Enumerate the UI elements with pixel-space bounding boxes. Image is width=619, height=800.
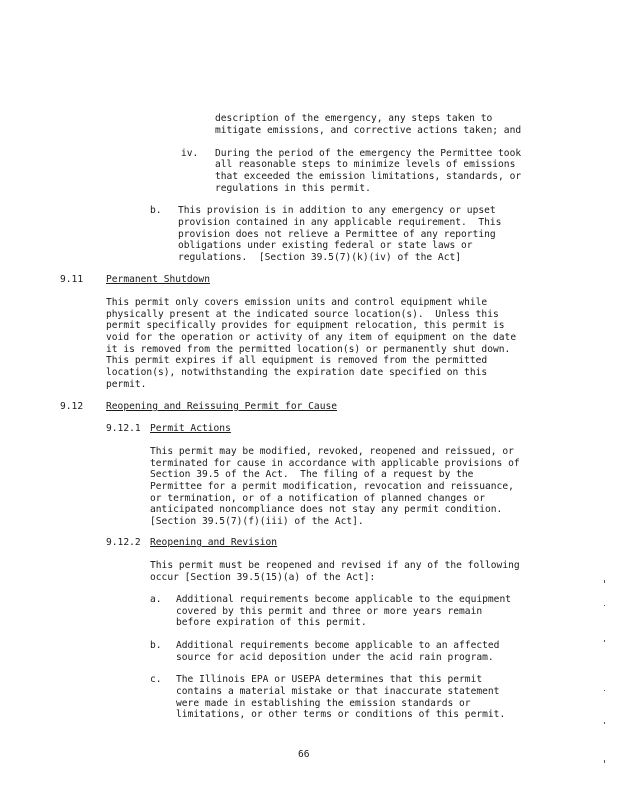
page-number: 66 (298, 749, 310, 760)
paragraph-line: Section 39.5 of the Act. The filing of a request by the (150, 469, 474, 480)
item-number: iv. (181, 148, 199, 159)
paragraph-line: anticipated noncompliance does not stay any permit condition. (150, 504, 503, 515)
paragraph-line: This permit may be modified, revoked, reopened and reissued, or (150, 446, 514, 457)
paragraph-line: This permit only covers emission units and control equipment while (106, 297, 488, 308)
paragraph-line: terminated for cause in accordance with applicable provisions of (150, 458, 520, 469)
paragraph-line: This permit must be reopened and revised if any of the following (150, 560, 520, 571)
item-number: b. (150, 205, 162, 216)
scan-edge-mark (604, 690, 605, 691)
section-number: 9.12.1 (106, 423, 141, 434)
scan-edge-mark (604, 640, 605, 642)
paragraph-line: all reasonable steps to minimize levels of emissions (215, 159, 516, 170)
paragraph-line: limitations, or other terms or conditions of this permit. (176, 709, 506, 720)
paragraph-line: provision contained in any applicable requirement. This (178, 217, 502, 228)
paragraph-line: During the period of the emergency the Permittee took (215, 148, 522, 159)
paragraph-line: description of the emergency, any steps taken to (215, 113, 493, 124)
paragraph-line: This permit expires if all equipment is removed from the permitted (106, 355, 488, 366)
paragraph-line: or termination, or of a notification of planned changes or (150, 493, 486, 504)
paragraph-line: permit specifically provides for equipment relocation, this permit is (106, 320, 505, 331)
paragraph-line: before expiration of this permit. (176, 617, 367, 628)
paragraph-line: void for the operation or activity of any item of equipment on the date (106, 332, 517, 343)
paragraph-line: mitigate emissions, and corrective actions taken; and (215, 125, 522, 136)
section-heading: Reopening and Reissuing Permit for Cause (106, 401, 338, 412)
section-number: 9.12 (60, 401, 84, 412)
item-number: c. (150, 674, 162, 685)
paragraph-line: source for acid deposition under the acid rain program. (176, 652, 494, 663)
paragraph-line: provision does not relieve a Permittee of any reporting (178, 229, 496, 240)
paragraph-line: obligations under existing federal or state laws or (178, 240, 473, 251)
paragraph-line: that exceeded the emission limitations, standards, or (215, 171, 522, 182)
section-heading: Permanent Shutdown (106, 274, 210, 285)
section-number: 9.11 (60, 274, 84, 285)
paragraph-line: regulations in this permit. (215, 183, 371, 194)
paragraph-line: were made in establishing the emission standards or (176, 698, 471, 709)
paragraph-line: regulations. [Section 39.5(7)(k)(iv) of the Act] (178, 252, 462, 263)
paragraph-line: covered by this permit and three or more years remain (176, 606, 483, 617)
paragraph-line: location(s), notwithstanding the expiration date specified on this (106, 367, 488, 378)
section-number: 9.12.2 (106, 537, 141, 548)
paragraph-line: permit. (106, 379, 147, 390)
item-number: a. (150, 594, 162, 605)
paragraph-line: occur [Section 39.5(15)(a) of the Act]: (150, 572, 376, 583)
paragraph-line: it is removed from the permitted location(s) or permanently shut down. (106, 344, 511, 355)
paragraph-line: [Section 39.5(7)(f)(iii) of the Act]. (150, 516, 364, 527)
paragraph-line: physically present at the indicated source location(s). Unless this (106, 309, 499, 320)
scan-edge-mark (604, 605, 605, 606)
item-number: b. (150, 640, 162, 651)
scan-edge-mark (604, 580, 605, 583)
section-heading: Permit Actions (150, 423, 231, 434)
paragraph-line: Additional requirements become applicable to the equipment (176, 594, 512, 605)
paragraph-line: contains a material mistake or that inaccurate statement (176, 686, 500, 697)
scan-edge-mark (604, 722, 605, 724)
scan-edge-mark (604, 760, 605, 763)
paragraph-line: The Illinois EPA or USEPA determines that this permit (176, 674, 483, 685)
paragraph-line: Additional requirements become applicable to an affected (176, 640, 500, 651)
section-heading: Reopening and Revision (150, 537, 278, 548)
paragraph-line: This provision is in addition to any emergency or upset (178, 205, 496, 216)
paragraph-line: Permittee for a permit modification, revocation and reissuance, (150, 481, 514, 492)
